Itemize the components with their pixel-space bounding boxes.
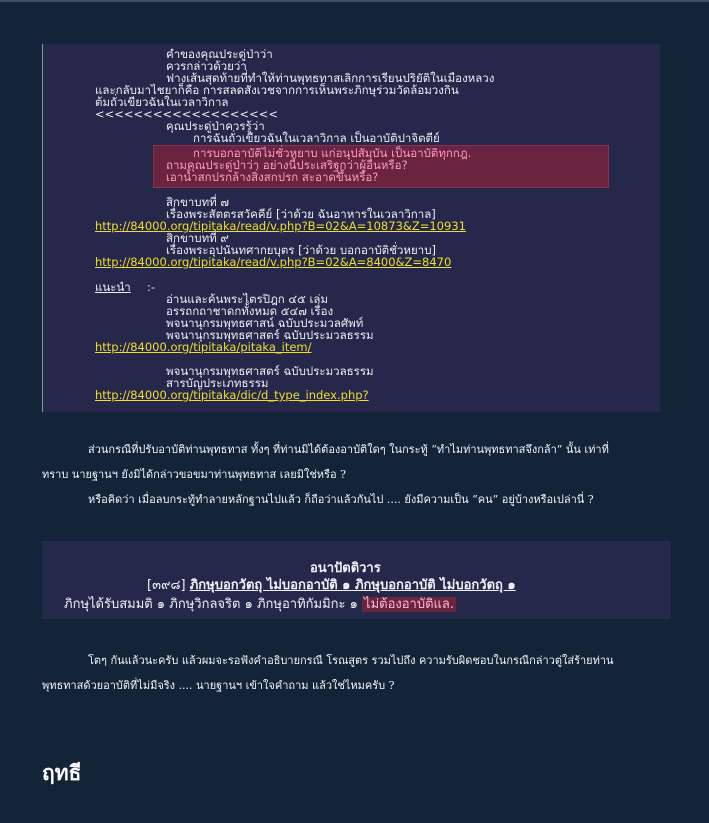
- paragraph-line: ส่วนกรณีที่ปรับอาบัติท่านพุทธทาส ทั้งๆ ที่ท่านมิได้ต้องอาบัติใดๆ ในกระทู้ “ทำไมท่านพุทธทาสจึงกล้า” นั้น เท่าที่: [88, 443, 609, 456]
- quote-heading: แนะนำ: [95, 280, 131, 294]
- quote-line: คำของคุณประดู่ป่าว่า: [166, 47, 273, 61]
- quote-line: :-: [147, 280, 156, 294]
- quote-line: <<<<<<<<<<<<<<<<<<<: [95, 107, 279, 121]
- quote-line: สิกขาบทที่ ๗: [166, 195, 230, 209]
- top-border: [0, 0, 709, 2]
- paragraph-reply: [42, 437, 670, 512]
- tipitaka-link[interactable]: http://84000.org/tipitaka/dic/d_type_index.php?: [95, 388, 369, 402]
- quote-line: เรื่องพระสัตตรสวัคคีย์ [ว่าด้วย ฉันอาหารในเวลาวิกาล]: [166, 207, 436, 221]
- paragraph-line: หรือคิดว่า เมื่อลบกระทู้ทำลายหลักฐานไปแล้ว ก็ถือว่าแล้วกันไป .... ยังมีความเป็น “คน” อยู่บ้างหรือเปล่านี่ ?: [88, 493, 594, 506]
- quote-line: สารบัญประเภทธรรม: [166, 376, 269, 390]
- tipitaka-link[interactable]: http://84000.org/tipitaka/read/v.php?B=02&A=8400&Z=8470: [95, 255, 452, 269]
- quote-line: ฟางเส้นสุดท้ายที่ทำให้ท่านพุทธทาสเลิกการเรียนปริยัติในเมืองหลวง: [166, 71, 495, 85]
- quote-line: คุณประดู่ป่าควรรู้ว่า: [166, 119, 265, 133]
- quote-line: และกลับมาไชยาก็คือ การสลดสังเวชจากการเห็นพระภิกษุร่วมวัดล้อมวงกิน: [95, 83, 459, 97]
- paragraph-line: ทราบ นายฐานฯ ยังมิได้กล่าวขอขมาท่านพุทธทาส เลยมิใช่หรือ ?: [42, 468, 346, 481]
- rule-exemption-text: ภิกษุได้รับสมมติ ๑ ภิกษุวิกลจริต ๑ ภิกษุอาทิกัมมิกะ ๑: [64, 597, 358, 612]
- rule-exemption: [64, 593, 456, 614]
- tipitaka-link[interactable]: http://84000.org/tipitaka/read/v.php?B=02&A=10873&Z=10931: [95, 219, 466, 233]
- tipitaka-link[interactable]: http://84000.org/tipitaka/pitaka_item/: [95, 340, 312, 354]
- rule-case: [147, 574, 516, 595]
- quote-line: การบอกอาบัติไม่ชั่วหยาบ แก่อนุปสัมบัน เป็นอาบัติทุกกฎ.: [193, 146, 472, 160]
- rule-title: อนาปัตติวาร: [310, 561, 381, 576]
- quote-line: พจนานุกรมพุทธศาสตร์ ฉบับประมวลธรรม: [166, 328, 374, 342]
- quote-line: ถามคุณประดู่ป่าว่า อย่างนี้ประเสริฐกว่าผู้อื่นหรือ?: [166, 158, 408, 172]
- rule-highlight: ไม่ต้องอาบัติแล.: [364, 597, 455, 612]
- quote-line: เอาน้ำสกปรกล้างสิ่งสกปรก สะอาดขึ้นหรือ?: [166, 170, 379, 184]
- quote-line: เรื่องพระอุปนันทศากยบุตร [ว่าด้วย บอกอาบัติชั่วหยาบ]: [166, 243, 436, 257]
- paragraph-line: โตๆ กันแล้วนะครับ แล้วผมจะรอฟังคำอธิบายกรณี โรณสูตร รวมไปถึง ความรับผิดชอบในกรณีกล่าวตู่ใส่ร้ายท่าน: [88, 654, 614, 667]
- quote-line: พจนานุกรมพุทธศาสตร์ ฉบับประมวลธรรม: [166, 364, 374, 378]
- quote-line: สิกขาบทที่ ๙: [166, 231, 229, 245]
- rule-number: [๓๙๘]: [147, 578, 186, 593]
- quote-line: อ่านและค้นพระไตรปิฎก ๔๕ เล่ม: [166, 292, 329, 306]
- author-signature: ฤทธี: [42, 760, 82, 785]
- quote-line: ควรกล่าวด้วยว่า: [166, 59, 247, 73]
- vinaya-quote-box: [42, 541, 671, 619]
- rule-case-text: ภิกษุบอกวัตถุ ไม่บอกอาบัติ ๑ ภิกษุบอกอาบัติ ไม่บอกวัตถุ ๑: [189, 578, 516, 593]
- quote-line: ต้มถั่วเขียวฉันในเวลาวิกาล: [95, 95, 229, 109]
- quote-line: อรรถกถาชาดกทั้งหมด ๕๔๗ เรื่อง: [166, 304, 334, 318]
- quoted-post-image: [42, 44, 660, 412]
- paragraph-closing: [42, 648, 670, 698]
- quote-line: การฉันถั่วเขียวฉันในเวลาวิกาล เป็นอาบัติปาจิตตีย์: [193, 131, 440, 145]
- paragraph-line: พุทธทาสด้วยอาบัติที่ไม่มีจริง .... นายฐานฯ เข้าใจคำถาม แล้วใช่ไหมครับ ?: [42, 679, 395, 692]
- quote-line: พจนานุกรมพุทธศาสน์ ฉบับประมวลศัพท์: [166, 316, 364, 330]
